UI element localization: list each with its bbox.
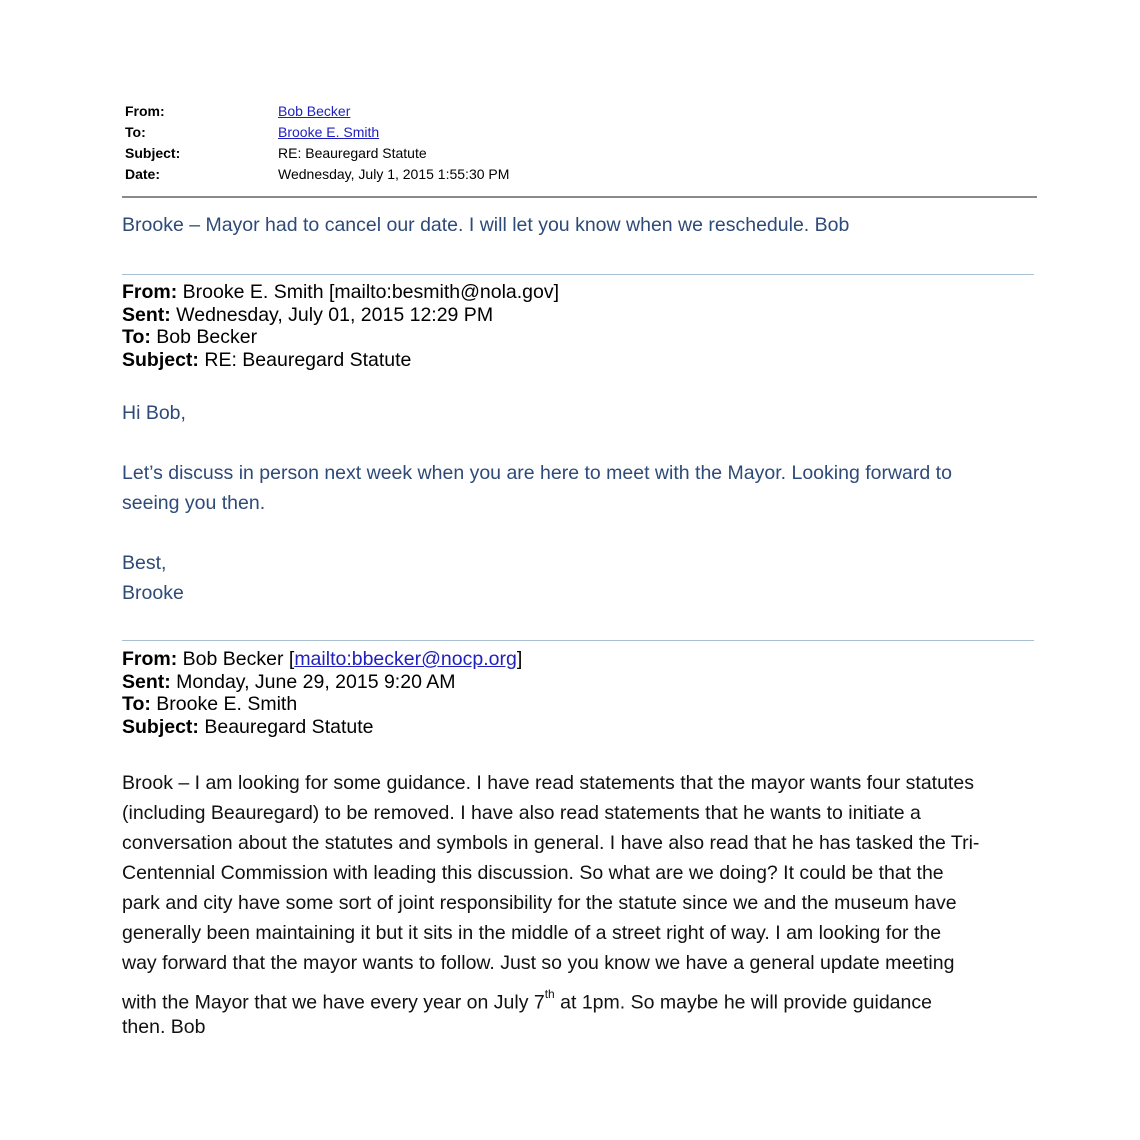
fwd3-subject-row <box>122 716 522 739</box>
fwd3-to-value: Brooke E. Smith <box>150 693 298 715</box>
msg2-line-2: seeing you then. <box>122 492 266 514</box>
subject-value: RE: Beauregard Statute <box>278 144 427 161</box>
fwd2-from-value: Brooke E. Smith [mailto:besmith@nola.gov] <box>177 281 560 303</box>
msg2-line-1: Let’s discuss in person next week when you are here to meet with the Mayor. Looking forward to <box>122 462 952 484</box>
msg3-body-line: Brook – I am looking for some guidance. I have read statements that the mayor wants four statutes <box>122 772 974 794</box>
fwd2-to-row <box>122 326 559 349</box>
msg3-line8-pre: with the Mayor that we have every year on July 7 <box>122 991 545 1014</box>
header-date-row <box>125 163 1040 184</box>
msg2-signoff: Best, <box>122 552 167 574</box>
fwd2-from-row <box>122 281 559 304</box>
msg3-body-line-8 <box>122 978 1037 1012</box>
msg3-body-line: generally been maintaining it but it sits in the middle of a street right of way. I am looking for the <box>122 922 942 944</box>
fwd3-subject-value: Beauregard Statute <box>198 715 374 738</box>
fwd2-subject-label: Subject: <box>122 348 199 371</box>
fwd3-sent-row <box>122 671 522 694</box>
msg2-greeting: Hi Bob, <box>122 402 186 424</box>
to-link[interactable]: Brooke E. Smith <box>278 123 380 140</box>
fwd2-to-value: Bob Becker <box>150 326 258 348</box>
fwd2-sent-label: Sent: <box>122 303 171 326</box>
msg3-body-line: park and city have some sort of joint responsibility for the statute since we and the museum have <box>122 892 957 914</box>
fwd3-from-row <box>122 648 522 671</box>
fwd2-subject-row <box>122 349 559 372</box>
fwd3-email-link[interactable]: mailto:bbecker@nocp.org <box>294 648 517 670</box>
fwd3-from-name: Bob Becker [ <box>177 648 295 670</box>
fwd2-subject-value: RE: Beauregard Statute <box>198 348 412 371</box>
msg3-body-line: (including Beauregard) to be removed. I have also read statements that he wants to initiate a <box>122 802 921 824</box>
header-to-row <box>125 121 1040 142</box>
from-label: From: <box>125 102 165 119</box>
fwd2-to-label: To: <box>122 326 151 348</box>
fwd3-subject-label: Subject: <box>122 715 199 738</box>
message-divider-2 <box>122 640 1034 641</box>
header-subject-row <box>125 142 1040 163</box>
fwd2-from-label: From: <box>122 281 178 303</box>
msg3-body-line-9: then. Bob <box>122 1016 206 1038</box>
fwd3-from-close: ] <box>516 648 523 670</box>
forwarded-header-3 <box>122 648 522 738</box>
date-label: Date: <box>125 165 161 182</box>
fwd3-to-row <box>122 693 522 716</box>
msg3-body-line: way forward that the mayor wants to follow. Just so you know we have a general update meeting <box>122 952 955 974</box>
subject-label: Subject: <box>125 144 181 161</box>
msg3-body-line: Centennial Commission with leading this discussion. So what are we doing? It could be that the <box>122 862 944 884</box>
forwarded-header-2 <box>122 281 559 371</box>
email-header <box>125 100 1040 184</box>
fwd3-from-label: From: <box>122 648 178 670</box>
fwd3-sent-label: Sent: <box>122 670 171 693</box>
fwd2-sent-row <box>122 304 559 327</box>
header-from-row <box>125 100 1040 121</box>
fwd3-to-label: To: <box>122 693 151 715</box>
header-divider <box>122 196 1037 198</box>
msg3-body <box>122 768 1037 1042</box>
fwd3-sent-value: Monday, June 29, 2015 9:20 AM <box>170 670 456 693</box>
date-value: Wednesday, July 1, 2015 1:55:30 PM <box>278 165 510 182</box>
message-divider <box>122 274 1034 275</box>
msg3-line8-sup: th <box>544 987 555 1001</box>
msg3-line8-post: at 1pm. So maybe he will provide guidance <box>554 991 932 1014</box>
msg3-body-line: conversation about the statutes and symbols in general. I have also read that he has tasked the Tri- <box>122 832 980 854</box>
from-link[interactable]: Bob Becker <box>278 102 351 119</box>
fwd2-sent-value: Wednesday, July 01, 2015 12:29 PM <box>170 303 494 326</box>
to-label: To: <box>125 123 146 140</box>
msg2-signature: Brooke <box>122 582 184 604</box>
reply-text: Brooke – Mayor had to cancel our date. I will let you know when we reschedule. Bob <box>122 214 850 236</box>
